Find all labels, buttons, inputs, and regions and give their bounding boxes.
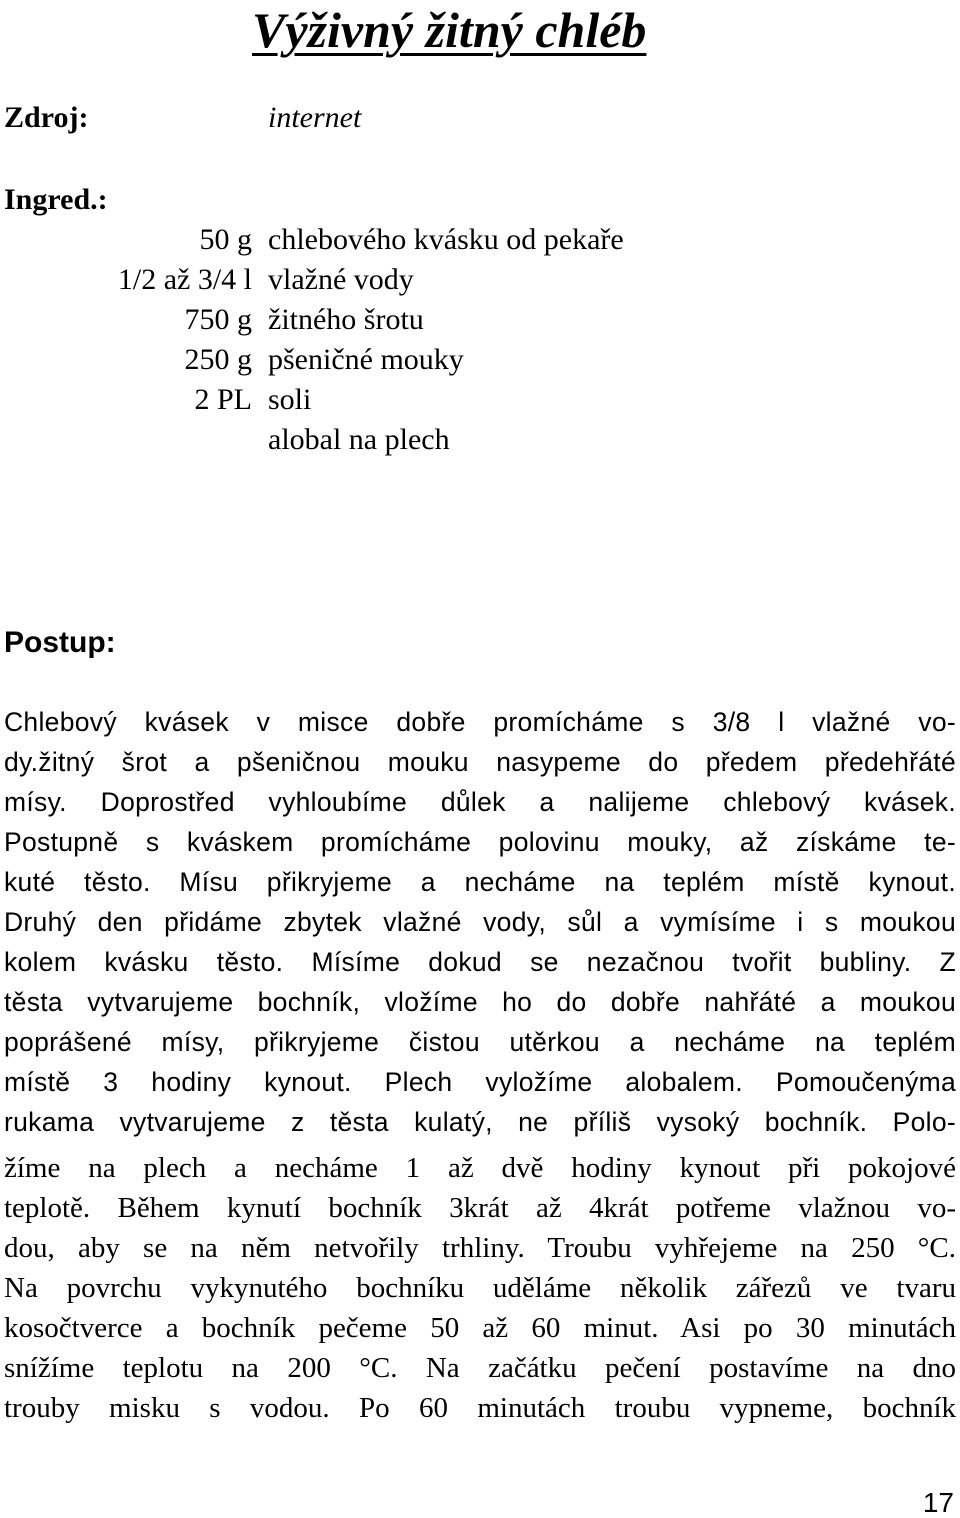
source-label: Zdroj: bbox=[4, 101, 89, 134]
ingredient-name: chlebového kvásku od pekaře bbox=[268, 223, 624, 256]
ingredient-name: alobal na plech bbox=[268, 423, 450, 456]
procedure-line: kosočtverce a bochník pečeme 50 až 60 minut. Asi po 30 minutách bbox=[4, 1312, 956, 1344]
procedure-line: dou, aby se na něm netvořily trhliny. Troubu vyhřejeme na 250 °C. bbox=[4, 1232, 956, 1264]
procedure-line: kolem kvásku těsto. Mísíme dokud se nezačnou tvořit bubliny. Z bbox=[4, 947, 956, 977]
procedure-line: žíme na plech a necháme 1 až dvě hodiny kynout při pokojové bbox=[4, 1152, 956, 1184]
source-value: internet bbox=[268, 101, 362, 134]
ingredient-quantity: 750 g bbox=[184, 303, 252, 336]
procedure-line: poprášené mísy, přikryjeme čistou utěrkou a necháme na teplém bbox=[4, 1027, 956, 1057]
ingredient-row bbox=[0, 422, 960, 462]
ingredient-name: žitného šrotu bbox=[268, 303, 424, 336]
procedure-line: Na povrchu vykynutého bochníku uděláme několik zářezů ve tvaru bbox=[4, 1272, 956, 1304]
procedure-line: Postupně s kváskem promícháme polovinu mouky, až získáme te- bbox=[4, 827, 956, 857]
ingredient-row bbox=[0, 302, 960, 342]
ingredient-name: vlažné vody bbox=[268, 263, 414, 296]
ingredient-row bbox=[0, 262, 960, 302]
procedure-line: kuté těsto. Mísu přikryjeme a necháme na teplém místě kynout. bbox=[4, 867, 956, 897]
ingredient-name: pšeničné mouky bbox=[268, 343, 464, 376]
ingredient-quantity: 2 PL bbox=[194, 383, 252, 416]
procedure-text-serif bbox=[4, 1148, 956, 1428]
ingredient-row bbox=[0, 222, 960, 262]
ingredient-quantity: 250 g bbox=[184, 343, 252, 376]
ingredients-list bbox=[0, 222, 960, 462]
procedure-line: místě 3 hodiny kynout. Plech vyložíme alobalem. Pomoučenýma bbox=[4, 1067, 956, 1097]
procedure-line: snížíme teplotu na 200 °C. Na začátku pečení postavíme na dno bbox=[4, 1352, 956, 1384]
procedure-line: těsta vytvarujeme bochník, vložíme ho do dobře nahřáté a moukou bbox=[4, 987, 956, 1017]
ingredient-name: soli bbox=[268, 383, 312, 416]
procedure-line: trouby misku s vodou. Po 60 minutách troubu vypneme, bochník bbox=[4, 1392, 956, 1424]
procedure-heading: Postup: bbox=[4, 626, 116, 659]
procedure-line: rukama vytvarujeme z těsta kulatý, ne příliš vysoký bochník. Polo- bbox=[4, 1107, 956, 1137]
procedure-line: teplotě. Během kynutí bochník 3krát až 4krát potřeme vlažnou vo- bbox=[4, 1192, 956, 1224]
page-number: 17 bbox=[922, 1487, 954, 1518]
ingredient-row bbox=[0, 382, 960, 422]
procedure-line: mísy. Doprostřed vyhloubíme důlek a nalijeme chlebový kvásek. bbox=[4, 787, 956, 817]
procedure-text-sans bbox=[4, 702, 956, 1142]
ingredients-label: Ingred.: bbox=[4, 183, 108, 216]
procedure-line: Chlebový kvásek v misce dobře promícháme s 3/8 l vlažné vo- bbox=[4, 707, 956, 737]
ingredient-quantity: 1/2 až 3/4 l bbox=[117, 263, 252, 296]
procedure-line: Druhý den přidáme zbytek vlažné vody, sůl a vymísíme i s moukou bbox=[4, 907, 956, 937]
procedure-line: dy.žitný šrot a pšeničnou mouku nasypeme do předem předehřáté bbox=[4, 747, 956, 777]
recipe-title: Výživný žitný chléb bbox=[252, 2, 647, 58]
ingredient-row bbox=[0, 342, 960, 382]
ingredient-quantity: 50 g bbox=[199, 223, 252, 256]
